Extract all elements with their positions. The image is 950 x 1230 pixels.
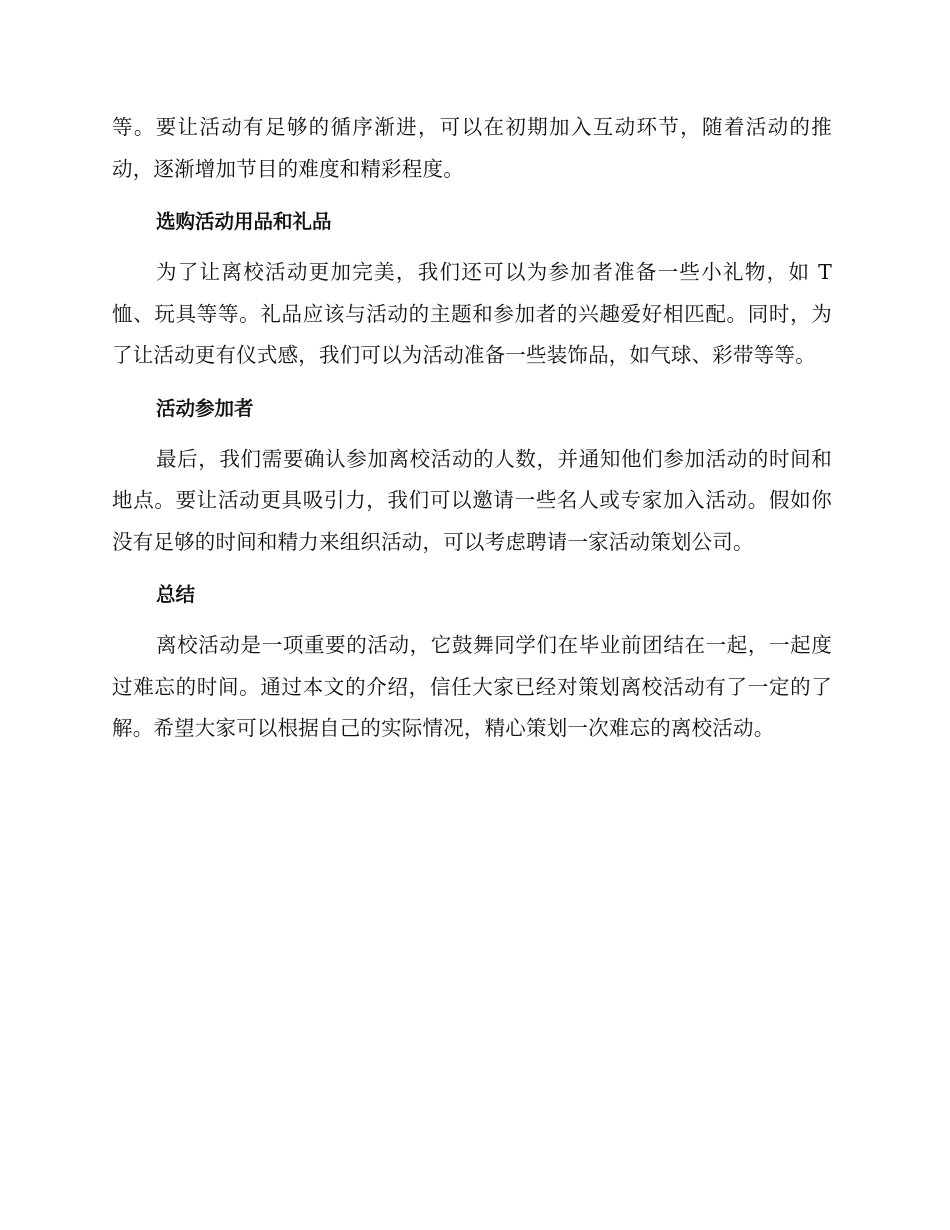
section-heading-participants: 活动参加者 bbox=[156, 396, 254, 420]
document-page bbox=[112, 107, 832, 750]
section-body-participants: 最后，我们需要确认参加离校活动的人数，并通知他们参加活动的时间和地点。要让活动更具吸引力，我们可以邀请一些名人或专家加入活动。假如你没有足够的时间和精力来组织活动，可以考虑聘请一家活动策划公司。 bbox=[112, 446, 832, 554]
section-heading-gifts: 选购活动用品和礼品 bbox=[156, 210, 332, 233]
section-heading-summary: 总结 bbox=[156, 583, 196, 606]
section-body-summary: 离校活动是一项重要的活动，它鼓舞同学们在毕业前团结在一起，一起度过难忘的时间。通过本文的介绍，信任大家已经对策划离校活动有了一定的了解。希望大家可以根据自己的实际情况，精心策划一次难忘的离校活动。 bbox=[112, 633, 832, 740]
section-body-gifts: 为了让离校活动更加完美，我们还可以为参加者准备一些小礼物，如 T 恤、玩具等等。礼品应该与活动的主题和参加者的兴趣爱好相匹配。同时，为了让活动更有仪式感，我们可以为活动准备一些装饰品，如气球、彩带等等。 bbox=[112, 260, 832, 367]
intro-paragraph: 等。要让活动有足够的循序渐进，可以在初期加入互动环节，随着活动的推动，逐渐增加节目的难度和精彩程度。 bbox=[112, 115, 832, 181]
